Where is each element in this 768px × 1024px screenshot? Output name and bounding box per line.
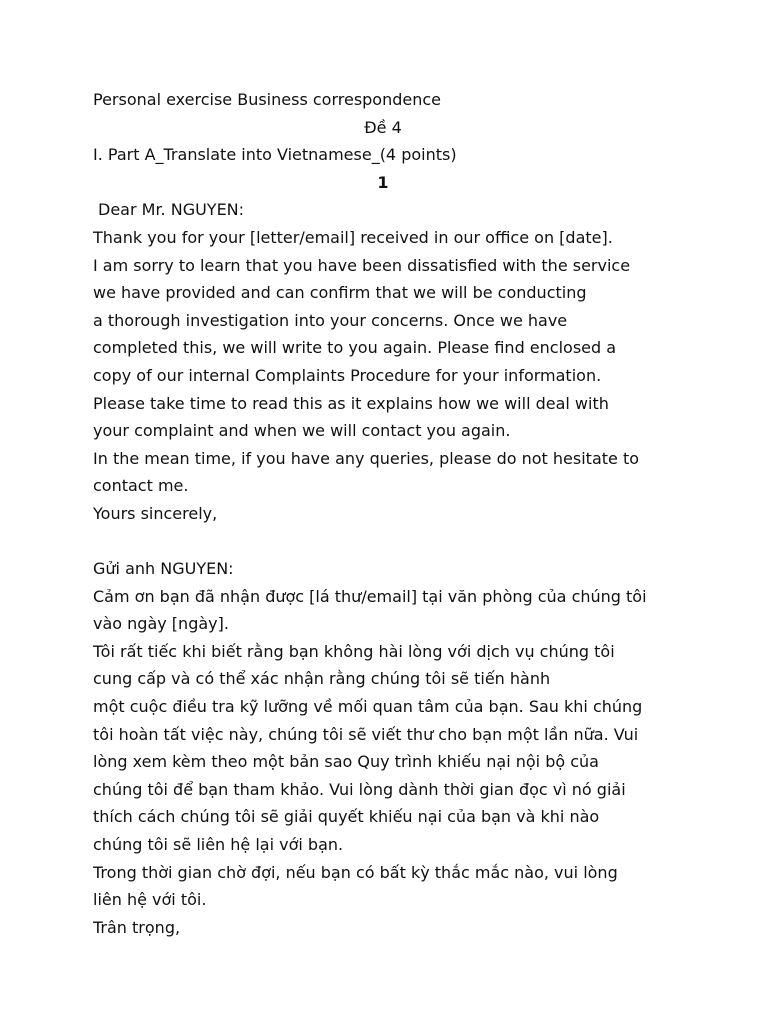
document-page — [93, 86, 693, 941]
english-line: your complaint and when we will contact you again. — [93, 421, 511, 441]
english-line: completed this, we will write to you again. Please find enclosed a — [93, 338, 617, 358]
exam-code: Đề 4 — [364, 117, 402, 137]
vietnamese-line: cung cấp và có thể xác nhận rằng chúng tôi sẽ tiến hành — [93, 669, 551, 689]
vietnamese-line: liên hệ với tôi. — [93, 890, 207, 910]
vietnamese-line: chúng tôi sẽ liên hệ lại với bạn. — [93, 835, 344, 855]
english-line: Thank you for your [letter/email] received in our office on [date]. — [93, 227, 613, 247]
english-line: a thorough investigation into your concerns. Once we have — [93, 310, 568, 330]
document-title: Personal exercise Business correspondence — [93, 90, 442, 109]
vietnamese-line: Trong thời gian chờ đợi, nếu bạn có bất kỳ thắc mắc nào, vui lòng — [93, 862, 618, 882]
vietnamese-closing: Trân trọng, — [93, 917, 181, 937]
vietnamese-line: Tôi rất tiếc khi biết rằng bạn không hài lòng với dịch vụ chúng tôi — [93, 641, 615, 661]
vietnamese-line: một cuộc điều tra kỹ lưỡng về mối quan tâm của bạn. Sau khi chúng — [93, 697, 643, 717]
vietnamese-line: Cảm ơn bạn đã nhận được [lá thư/email] tại văn phòng của chúng tôi — [93, 586, 647, 606]
english-line: In the mean time, if you have any queries, please do not hesitate to — [93, 448, 640, 468]
vietnamese-line: chúng tôi để bạn tham khảo. Vui lòng dành thời gian đọc vì nó giải — [93, 779, 626, 799]
question-number: 1 — [377, 172, 389, 192]
english-line: Please take time to read this as it explains how we will deal with — [93, 393, 609, 413]
vietnamese-line: vào ngày [ngày]. — [93, 614, 229, 634]
english-salutation: Dear Mr. NGUYEN: — [98, 200, 245, 220]
english-line: I am sorry to learn that you have been dissatisfied with the service — [93, 255, 631, 275]
vietnamese-salutation: Gửi anh NGUYEN: — [93, 559, 234, 579]
vietnamese-line: lòng xem kèm theo một bản sao Quy trình khiếu nại nội bộ của — [93, 752, 599, 772]
vietnamese-line: tôi hoàn tất việc này, chúng tôi sẽ viết thư cho bạn một lần nữa. Vui — [93, 724, 639, 744]
part-heading: I. Part A_Translate into Vietnamese_(4 points) — [93, 145, 457, 165]
blank-line — [93, 528, 693, 556]
english-line: contact me. — [93, 476, 189, 496]
english-line: we have provided and can confirm that we will be conducting — [93, 283, 587, 303]
english-line: copy of our internal Complaints Procedure for your information. — [93, 365, 602, 385]
english-closing: Yours sincerely, — [93, 503, 218, 523]
vietnamese-line: thích cách chúng tôi sẽ giải quyết khiếu nại của bạn và khi nào — [93, 807, 600, 827]
